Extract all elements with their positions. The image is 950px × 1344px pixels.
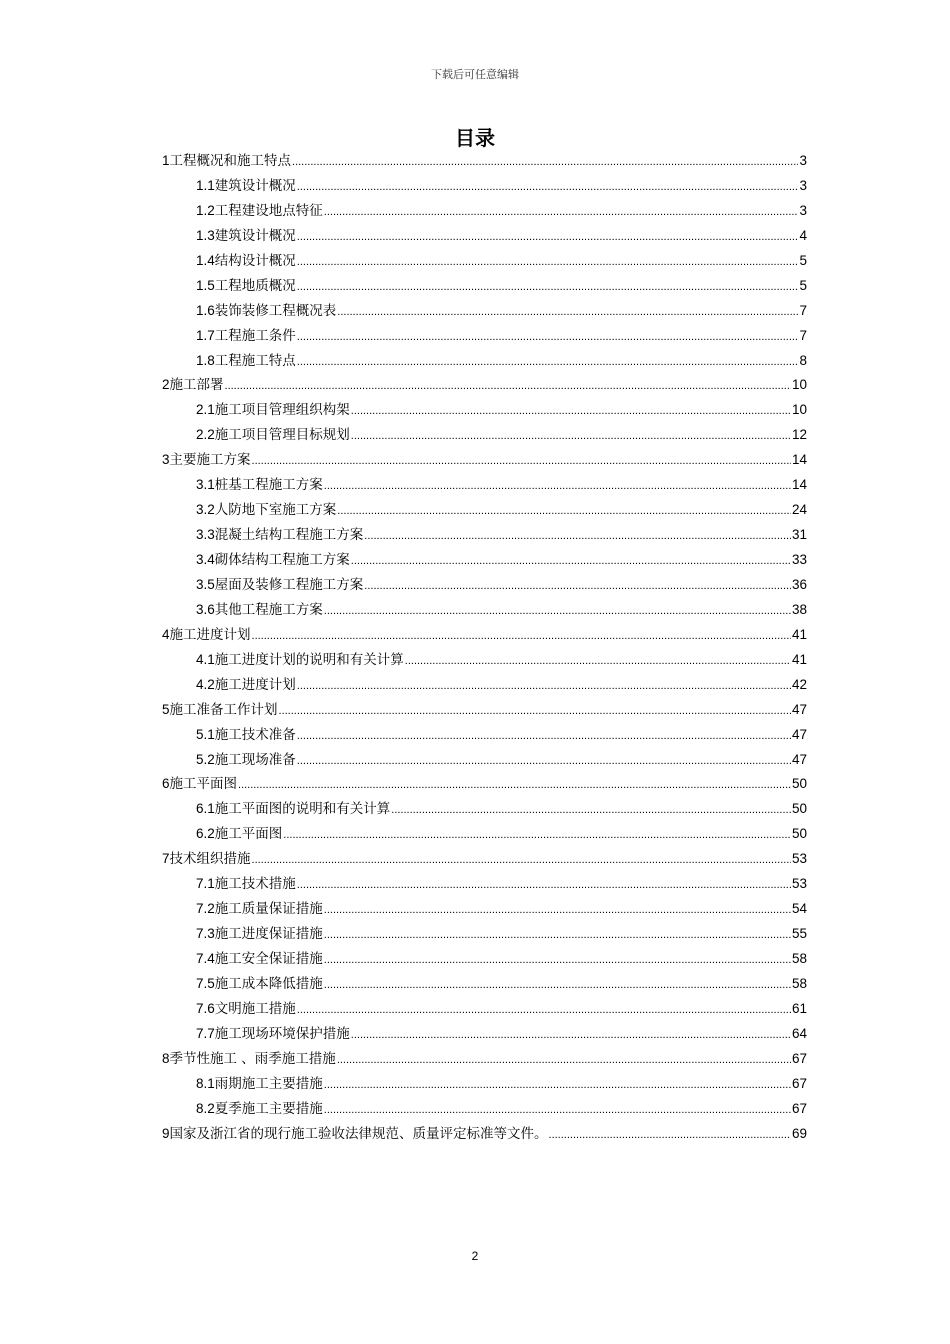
page-number: 2 <box>471 1249 479 1263</box>
toc-entry-label: 施工平面图 <box>169 776 238 793</box>
toc-leader-dots <box>297 724 791 749</box>
toc-entry[interactable] <box>162 947 807 972</box>
toc-entry-label: 施工进度计划的说明和有关计算 <box>214 651 404 668</box>
toc-entry-number: 7.1 <box>196 876 215 892</box>
toc-entry-label: 施工技术措施 <box>214 876 296 893</box>
toc-entry-page: 50 <box>791 826 807 842</box>
toc-entry-number: 2.2 <box>196 427 215 443</box>
toc-leader-dots <box>225 374 791 399</box>
toc-entry[interactable] <box>162 224 807 249</box>
toc-entry-number: 3.5 <box>196 576 215 592</box>
toc-entry-page: 67 <box>791 1100 807 1116</box>
toc-entry-label: 施工技术准备 <box>214 726 296 743</box>
toc-leader-dots <box>297 674 791 699</box>
toc-entry-page: 5 <box>799 277 807 293</box>
toc-entry-label: 砌体结构工程施工方案 <box>214 552 350 568</box>
toc-entry-label: 施工平面图的说明和有关计算 <box>214 801 391 818</box>
toc-entry-label: 国家及浙江省的现行施工验收法律规范、质量评定标准等文件。 <box>169 1125 548 1142</box>
toc-entry-page: 38 <box>791 601 807 617</box>
toc-entry-label: 文明施工措施 <box>214 1000 296 1017</box>
toc-entry[interactable] <box>162 872 807 897</box>
toc-entry-number: 8 <box>162 1050 170 1066</box>
toc-leader-dots <box>337 499 791 524</box>
toc-entry-label: 雨期施工主要措施 <box>214 1075 323 1092</box>
toc-leader-dots <box>351 399 791 424</box>
toc-leader-dots <box>324 1098 791 1123</box>
toc-entry-page: 67 <box>791 1075 807 1091</box>
toc-entry[interactable] <box>162 1097 807 1122</box>
toc-entry-label: 装饰装修工程概况表 <box>214 302 337 319</box>
toc-entry[interactable] <box>162 897 807 922</box>
toc-leader-dots <box>279 699 791 724</box>
toc-entry[interactable] <box>162 299 807 324</box>
table-of-contents <box>162 149 807 1147</box>
toc-entry[interactable] <box>162 972 807 997</box>
toc-entry-page: 3 <box>799 177 807 193</box>
toc-entry-number: 2 <box>162 377 170 393</box>
toc-entry-page: 10 <box>791 402 807 418</box>
toc-entry-page: 14 <box>791 452 807 468</box>
toc-entry-page: 4 <box>799 227 807 243</box>
toc-entry[interactable] <box>162 448 807 473</box>
toc-entry-number: 6.1 <box>196 801 215 817</box>
toc-entry-label: 施工部署 <box>169 377 224 394</box>
toc-entry[interactable] <box>162 1072 807 1097</box>
toc-entry-label: 施工进度计划 <box>214 676 296 693</box>
toc-entry-page: 14 <box>791 477 807 493</box>
toc-entry[interactable] <box>162 149 807 174</box>
toc-entry[interactable] <box>162 573 807 598</box>
toc-entry-page: 50 <box>791 801 807 817</box>
toc-entry-label: 屋面及装修工程施工方案 <box>214 576 364 593</box>
toc-leader-dots <box>297 873 791 898</box>
toc-entry-label: 施工安全保证措施 <box>214 951 323 967</box>
toc-entry-page: 31 <box>791 527 807 543</box>
toc-entry-number: 9 <box>162 1125 170 1141</box>
toc-entry[interactable] <box>162 623 807 648</box>
toc-entry[interactable] <box>162 847 807 872</box>
toc-entry[interactable] <box>162 648 807 673</box>
toc-entry-label: 夏季施工主要措施 <box>214 1100 323 1117</box>
toc-entry-page: 55 <box>791 926 807 942</box>
toc-entry[interactable] <box>162 423 807 448</box>
toc-leader-dots <box>324 1073 791 1098</box>
toc-entry-number: 1.1 <box>196 177 215 193</box>
toc-leader-dots <box>351 549 791 574</box>
toc-entry[interactable] <box>162 274 807 299</box>
toc-entry-page: 3 <box>799 153 807 168</box>
toc-entry[interactable] <box>162 324 807 349</box>
toc-entry-number: 7.6 <box>196 1000 215 1016</box>
toc-entry-page: 53 <box>791 851 807 867</box>
toc-leader-dots <box>297 175 799 200</box>
toc-entry-number: 6 <box>162 776 170 792</box>
toc-entry-label: 主要施工方案 <box>169 452 251 469</box>
toc-entry-page: 36 <box>791 576 807 592</box>
toc-entry-number: 1.6 <box>196 302 215 318</box>
toc-entry-number: 4 <box>162 626 170 642</box>
toc-leader-dots <box>252 848 791 873</box>
toc-entry-label: 桩基工程施工方案 <box>214 477 323 494</box>
toc-entry-label: 施工项目管理组织构架 <box>214 402 350 419</box>
toc-entry-page: 12 <box>791 427 807 443</box>
toc-leader-dots <box>297 250 799 275</box>
toc-entry-page: 7 <box>799 302 807 318</box>
toc-entry-number: 1.3 <box>196 227 215 243</box>
toc-leader-dots <box>297 275 799 300</box>
toc-entry-page: 3 <box>799 202 807 218</box>
toc-leader-dots <box>252 449 791 474</box>
toc-leader-dots <box>238 773 791 798</box>
toc-entry-label: 建筑设计概况 <box>214 177 296 194</box>
toc-entry[interactable] <box>162 1047 807 1072</box>
toc-entry[interactable] <box>162 673 807 698</box>
toc-entry[interactable] <box>162 398 807 423</box>
toc-entry-number: 1.4 <box>196 252 215 268</box>
toc-entry-page: 41 <box>791 651 807 667</box>
toc-entry-label: 建筑设计概况 <box>214 227 296 244</box>
toc-entry[interactable] <box>162 797 807 822</box>
toc-entry[interactable] <box>162 548 807 573</box>
toc-entry-page: 24 <box>791 502 807 518</box>
toc-entry[interactable] <box>162 1022 807 1047</box>
toc-entry-page: 10 <box>791 377 807 393</box>
toc-entry-page: 5 <box>799 252 807 268</box>
toc-leader-dots <box>297 350 799 375</box>
toc-entry-label: 施工进度计划 <box>169 626 251 643</box>
toc-entry-page: 64 <box>791 1025 807 1041</box>
toc-entry[interactable] <box>162 199 807 224</box>
toc-entry[interactable] <box>162 349 807 374</box>
toc-entry-page: 47 <box>791 751 807 767</box>
toc-entry-page: 33 <box>791 552 807 567</box>
toc-entry-label: 施工项目管理目标规划 <box>214 427 350 444</box>
toc-entry-number: 3.4 <box>196 552 215 567</box>
toc-leader-dots <box>324 948 791 973</box>
toc-leader-dots <box>324 923 791 948</box>
toc-entry[interactable] <box>162 922 807 947</box>
toc-entry-page: 47 <box>791 701 807 717</box>
toc-entry-label: 季节性施工 、雨季施工措施 <box>169 1050 336 1067</box>
toc-entry-label: 其他工程施工方案 <box>214 601 323 618</box>
toc-entry-page: 8 <box>799 352 807 368</box>
toc-entry-label: 工程地质概况 <box>214 277 296 294</box>
toc-leader-dots <box>337 300 798 325</box>
toc-entry-page: 41 <box>791 626 807 642</box>
toc-entry-number: 7 <box>162 851 170 867</box>
toc-leader-dots <box>391 798 791 823</box>
toc-entry[interactable] <box>162 473 807 498</box>
toc-leader-dots <box>364 574 791 599</box>
toc-entry-number: 1 <box>162 153 170 168</box>
toc-entry-number: 1.8 <box>196 352 215 368</box>
toc-entry-number: 3.1 <box>196 477 215 493</box>
toc-leader-dots <box>351 424 791 449</box>
toc-leader-dots <box>297 749 791 774</box>
toc-leader-dots <box>324 898 791 923</box>
toc-entry-number: 5.2 <box>196 751 215 767</box>
toc-leader-dots <box>292 150 798 175</box>
toc-entry-number: 5 <box>162 701 170 717</box>
toc-entry-number: 1.7 <box>196 327 215 343</box>
toc-entry[interactable] <box>162 997 807 1022</box>
toc-entry-number: 3.6 <box>196 601 215 617</box>
toc-entry-number: 7.7 <box>196 1025 215 1041</box>
toc-entry[interactable] <box>162 523 807 548</box>
toc-entry[interactable] <box>162 174 807 199</box>
toc-entry-number: 8.2 <box>196 1100 215 1116</box>
toc-entry-label: 工程概况和施工特点 <box>169 153 292 169</box>
toc-entry-number: 6.2 <box>196 826 215 842</box>
toc-entry-page: 42 <box>791 676 807 692</box>
toc-entry-label: 工程施工特点 <box>214 352 296 369</box>
toc-leader-dots <box>324 599 791 624</box>
toc-leader-dots <box>351 1023 791 1048</box>
toc-entry-label: 施工质量保证措施 <box>214 901 323 918</box>
toc-entry-number: 3.2 <box>196 502 215 518</box>
toc-leader-dots <box>324 474 791 499</box>
toc-leader-dots <box>324 200 799 225</box>
toc-entry-label: 人防地下室施工方案 <box>214 502 337 519</box>
toc-entry-number: 7.2 <box>196 901 215 917</box>
toc-leader-dots <box>297 325 799 350</box>
toc-entry-number: 2.1 <box>196 402 215 418</box>
toc-entry[interactable] <box>162 748 807 773</box>
toc-entry-page: 61 <box>791 1000 807 1016</box>
toc-entry[interactable] <box>162 1122 807 1147</box>
toc-entry-number: 4.2 <box>196 676 215 692</box>
toc-entry[interactable] <box>162 772 807 797</box>
toc-leader-dots <box>405 649 791 674</box>
toc-entry-page: 58 <box>791 975 807 991</box>
toc-entry-number: 1.2 <box>196 202 215 218</box>
toc-entry-number: 1.5 <box>196 277 215 293</box>
toc-entry[interactable] <box>162 249 807 274</box>
toc-entry[interactable] <box>162 598 807 623</box>
toc-entry-label: 施工现场准备 <box>214 751 296 768</box>
toc-entry-label: 工程建设地点特征 <box>214 202 323 219</box>
toc-leader-dots <box>252 624 791 649</box>
toc-entry-number: 7.3 <box>196 926 215 942</box>
toc-entry-page: 69 <box>791 1125 807 1141</box>
toc-entry-number: 7.4 <box>196 951 215 966</box>
toc-entry-page: 67 <box>791 1050 807 1066</box>
toc-entry-label: 施工平面图 <box>214 826 283 843</box>
toc-leader-dots <box>324 973 791 998</box>
toc-entry-label: 施工成本降低措施 <box>214 975 323 992</box>
toc-entry[interactable] <box>162 723 807 748</box>
header-note: 下载后可任意编辑 <box>431 68 519 81</box>
toc-leader-dots <box>364 524 791 549</box>
toc-entry-page: 53 <box>791 876 807 892</box>
toc-entry-label: 技术组织措施 <box>169 851 251 868</box>
toc-title: 目录 <box>455 126 495 150</box>
toc-entry-page: 47 <box>791 726 807 742</box>
toc-leader-dots <box>337 1048 791 1073</box>
toc-entry-page: 54 <box>791 901 807 917</box>
toc-leader-dots <box>297 998 791 1023</box>
toc-entry-number: 3 <box>162 452 170 468</box>
toc-leader-dots <box>297 225 799 250</box>
toc-entry[interactable] <box>162 822 807 847</box>
toc-entry-number: 5.1 <box>196 726 215 742</box>
toc-entry[interactable] <box>162 498 807 523</box>
toc-entry-label: 工程施工条件 <box>214 327 296 344</box>
toc-entry[interactable] <box>162 698 807 723</box>
toc-entry-label: 结构设计概况 <box>214 252 296 269</box>
toc-entry-number: 3.3 <box>196 527 215 543</box>
toc-entry-number: 8.1 <box>196 1075 215 1091</box>
toc-entry-number: 7.5 <box>196 975 215 991</box>
toc-entry-page: 7 <box>799 327 807 343</box>
toc-entry[interactable] <box>162 373 807 398</box>
toc-entry-page: 50 <box>791 776 807 792</box>
toc-entry-label: 施工准备工作计划 <box>169 701 278 718</box>
toc-entry-number: 4.1 <box>196 651 215 667</box>
toc-entry-page: 58 <box>791 951 807 966</box>
toc-entry-label: 混凝土结构工程施工方案 <box>214 527 364 544</box>
toc-entry-label: 施工进度保证措施 <box>214 926 323 943</box>
toc-entry-label: 施工现场环境保护措施 <box>214 1025 350 1042</box>
toc-leader-dots <box>549 1123 791 1148</box>
toc-leader-dots <box>283 823 791 848</box>
